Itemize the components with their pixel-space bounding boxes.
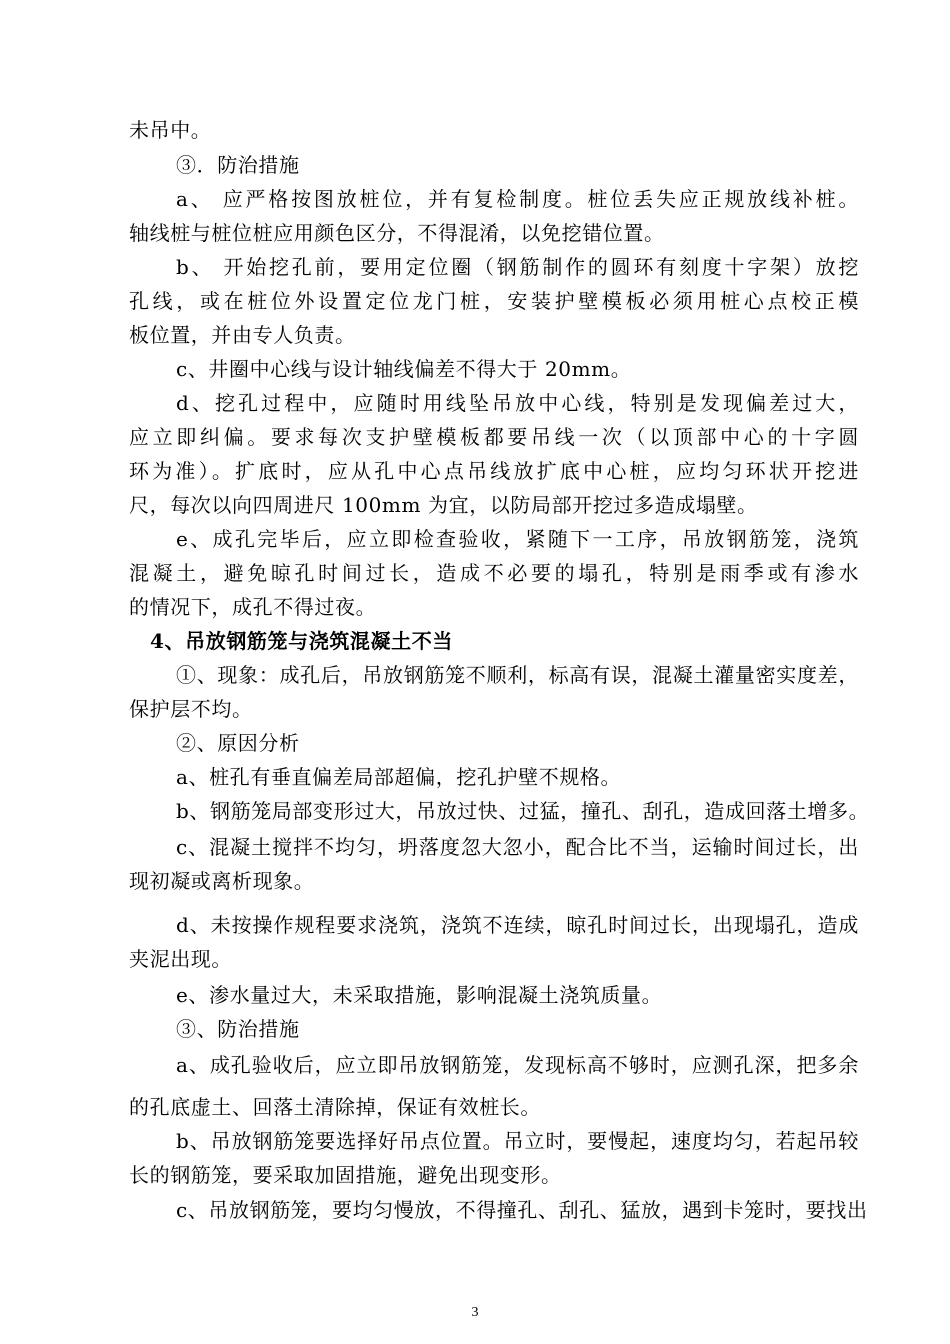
- text-line: 未吊中。: [129, 118, 212, 142]
- subheading: ③、防治措施: [176, 1017, 300, 1041]
- text-line: b、钢筋笼局部变形过大，吊放过快、过猛，撞孔、刮孔，造成回落土增多。: [176, 799, 870, 823]
- text-line: 应立即纠偏。要求每次支护壁模板都要吊线一次（以顶部中心的十字圆: [129, 425, 859, 449]
- text-line: b、 开始挖孔前，要用定位圈（钢筋制作的圆环有刻度十字架）放挖: [176, 255, 859, 279]
- page-number: 3: [471, 1305, 479, 1320]
- text-line: 夹泥出现。: [129, 947, 232, 971]
- text-line: e、渗水量过大，未采取措施，影响混凝土浇筑质量。: [176, 983, 663, 1007]
- text-line: a、桩孔有垂直偏差局部超偏，挖孔护壁不规格。: [176, 765, 622, 789]
- text-line: 轴线桩与桩位桩应用颜色区分，不得混淆，以免挖错位置。: [129, 221, 665, 245]
- text-line: 环为准）。扩底时，应从孔中心点吊线放扩底中心桩，应均匀环状开挖进: [129, 459, 859, 483]
- text-line: 的孔底虚土、回落土清除掉，保证有效桩长。: [129, 1095, 541, 1119]
- text-line: 板位置，并由专人负责。: [129, 323, 356, 347]
- section-heading: 4、吊放钢筋笼与浇筑混凝土不当: [150, 629, 453, 653]
- text-line: 长的钢筋笼，要采取加固措施，避免出现变形。: [129, 1163, 562, 1187]
- text-line: 孔线，或在桩位外设置定位龙门桩，安装护壁模板必须用桩心点校正模: [129, 289, 859, 313]
- text-line: ①、现象：成孔后，吊放钢筋笼不顺利，标高有误，混凝土灌量密实度差，: [176, 663, 859, 687]
- text-line: 现初凝或离析现象。: [129, 869, 315, 893]
- text-line: e、成孔完毕后，应立即检查验收，紧随下一工序，吊放钢筋笼，浇筑: [176, 527, 859, 551]
- text-line: a、成孔验收后，应立即吊放钢筋笼，发现标高不够时，应测孔深，把多余: [176, 1053, 859, 1077]
- text-line: c、吊放钢筋笼，要均匀慢放，不得撞孔、刮孔、猛放，遇到卡笼时，要找出: [176, 1198, 868, 1222]
- text-line: b、吊放钢筋笼要选择好吊点位置。吊立时，要慢起，速度均匀，若起吊较: [176, 1129, 859, 1153]
- subheading: ③．防治措施: [176, 153, 300, 177]
- subheading: ②、原因分析: [176, 731, 300, 755]
- text-line: 混凝土，避免晾孔时间过长，造成不必要的塌孔，特别是雨季或有渗水: [129, 561, 859, 585]
- text-line: 保护层不均。: [129, 697, 253, 721]
- text-line: c、混凝土搅拌不均匀，坍落度忽大忽小，配合比不当，运输时间过长，出: [176, 835, 859, 859]
- text-line: 的情况下，成孔不得过夜。: [129, 595, 377, 619]
- text-line: c、井圈中心线与设计轴线偏差不得大于 20mm。: [176, 357, 632, 381]
- text-line: a、 应严格按图放桩位，并有复检制度。桩位丢失应正规放线补桩。: [176, 187, 859, 211]
- text-line: d、未按操作规程要求浇筑，浇筑不连续，晾孔时间过长，出现塌孔，造成: [176, 913, 859, 937]
- text-line: 尺，每次以向四周进尺 100mm 为宜，以防局部开挖过多造成塌壁。: [129, 493, 758, 517]
- text-line: d、挖孔过程中，应随时用线坠吊放中心线，特别是发现偏差过大，: [176, 391, 859, 415]
